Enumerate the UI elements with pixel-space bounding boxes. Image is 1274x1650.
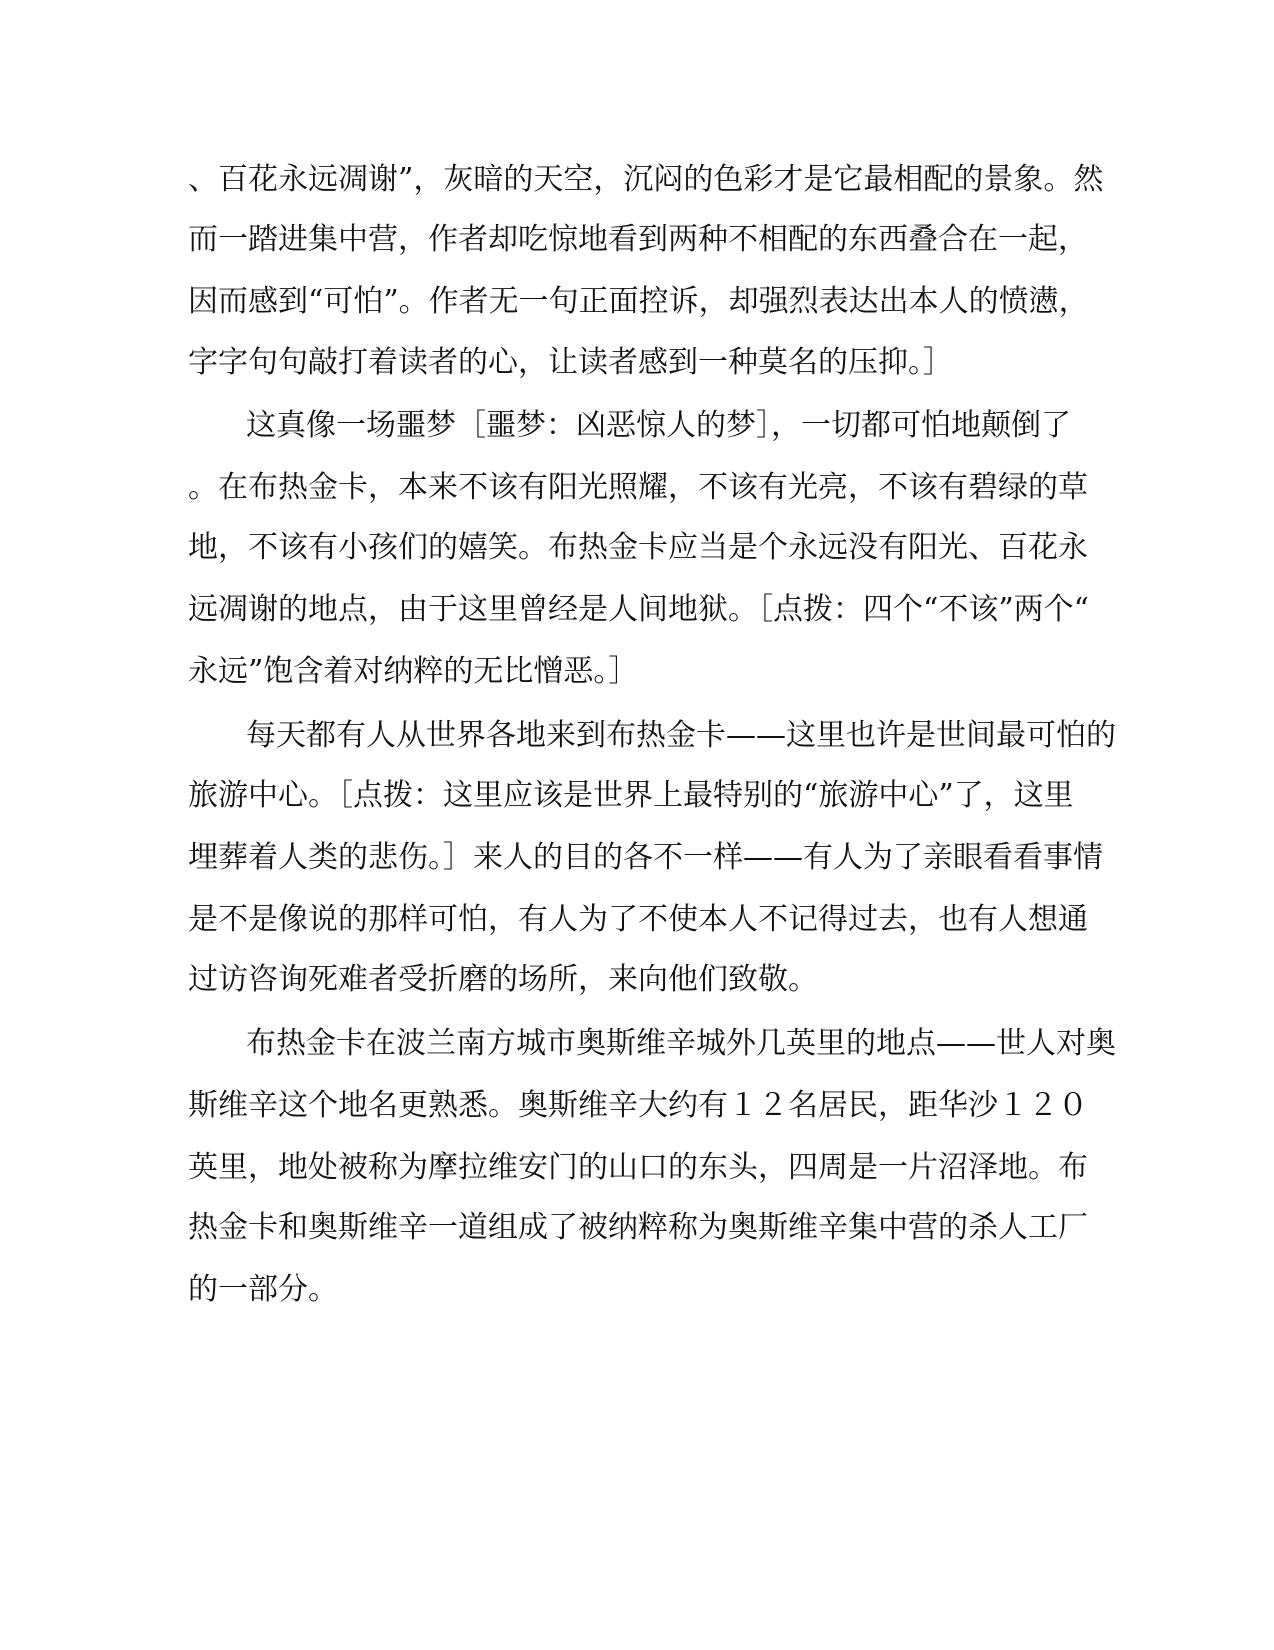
text-line: 英里，地处被称为摩拉维安门的山口的东头，四周是一片沼泽地。布 (188, 1150, 1088, 1185)
text-line: 旅游中心。［点拨：这里应该是世界上最特别的“旅游中心”了，这里 (188, 778, 1074, 813)
text-line: 斯维辛这个地名更熟悉。奥斯维辛大约有１２名居民，距华沙１２０ (188, 1088, 1088, 1123)
text-line: 地，不该有小孩们的嬉笑。布热金卡应当是个永远没有阳光、百花永 (188, 530, 1088, 565)
text-line: 永远”饱含着对纳粹的无比憎恶。］ (188, 654, 639, 689)
text-line: 。在布热金卡，本来不该有阳光照耀，不该有光亮，不该有碧绿的草 (188, 470, 1088, 505)
paragraph-first-line: 每天都有人从世界各地来到布热金卡——这里也许是世间最可怕的 (246, 718, 1116, 753)
text-line: 、百花永远凋谢”，灰暗的天空，沉闷的色彩才是它最相配的景象。然 (188, 162, 1104, 197)
text-line: 热金卡和奥斯维辛一道组成了被纳粹称为奥斯维辛集中营的杀人工厂 (188, 1210, 1088, 1245)
text-line: 远凋谢的地点，由于这里曾经是人间地狱。［点拨：四个“不该”两个“ (188, 592, 1090, 627)
paragraph-first-line: 这真像一场噩梦［噩梦：凶恶惊人的梦］，一切都可怕地颠倒了 (246, 408, 1071, 443)
text-line: 是不是像说的那样可怕，有人为了不使本人不记得过去，也有人想通 (188, 902, 1088, 937)
paragraph-first-line: 布热金卡在波兰南方城市奥斯维辛城外几英里的地点——世人对奥 (246, 1026, 1116, 1061)
text-line: 而一踏进集中营，作者却吃惊地看到两种不相配的东西叠合在一起， (188, 222, 1088, 257)
text-line: 因而感到“可怕”。作者无一句正面控诉，却强烈表达出本人的愤懑， (188, 284, 1089, 319)
text-line: 埋葬着人类的悲伤。］来人的目的各不一样——有人为了亲眼看看事情 (188, 840, 1103, 875)
text-line: 过访咨询死难者受折磨的场所，来向他们致敬。 (188, 962, 818, 997)
text-line: 字字句句敲打着读者的心，让读者感到一种莫名的压抑。］ (188, 345, 953, 380)
text-line: 的一部分。 (188, 1272, 338, 1307)
